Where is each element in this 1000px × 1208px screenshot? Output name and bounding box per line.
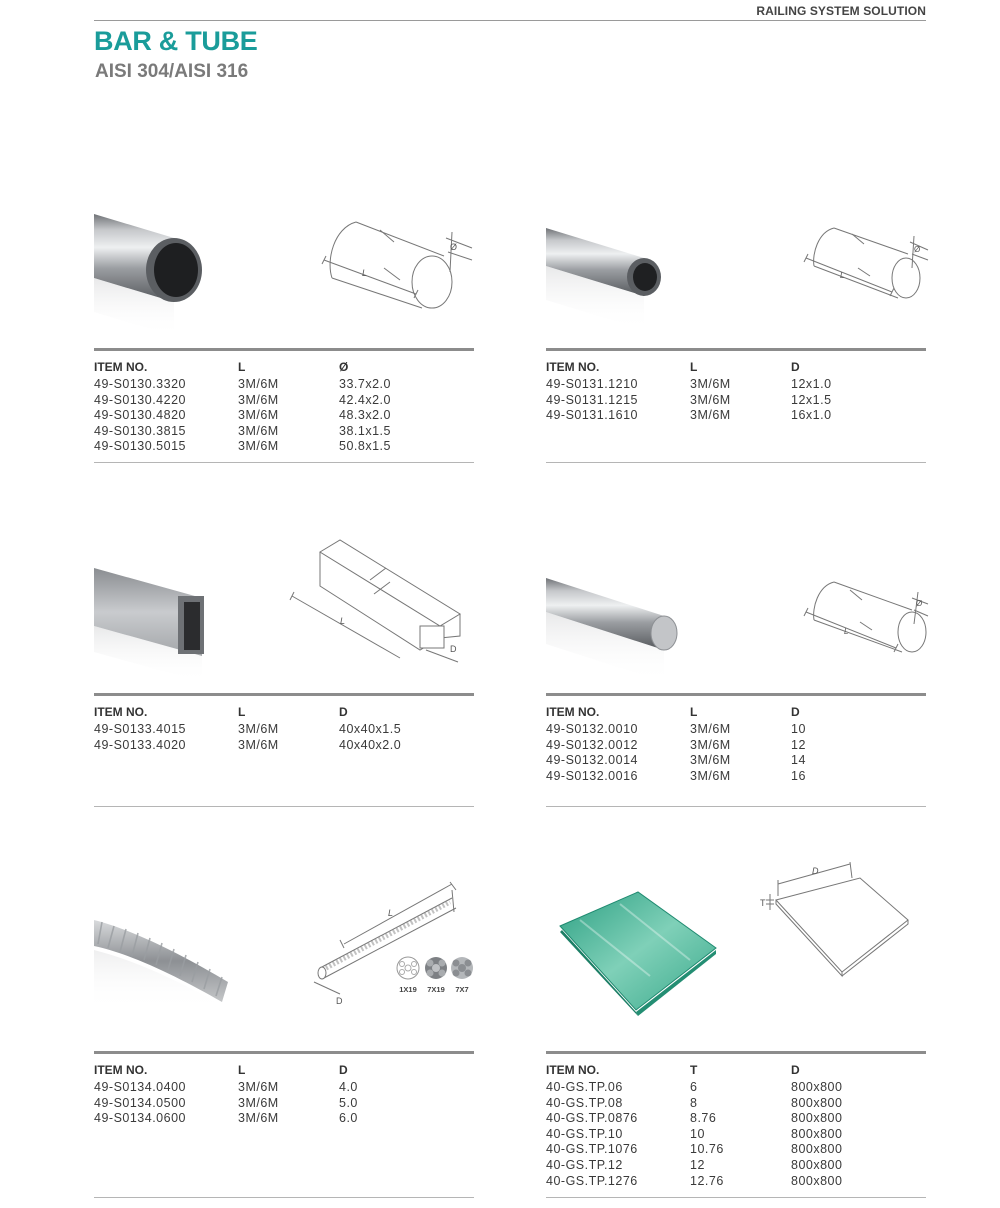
table-row <box>94 439 474 455</box>
cell-length: 3M/6M <box>238 439 279 454</box>
cell-dimension: 800x800 <box>791 1142 843 1157</box>
cell-length: 3M/6M <box>690 392 731 407</box>
table-row <box>546 1174 926 1190</box>
cell-item-no: 40-GS.TP.1276 <box>546 1173 638 1188</box>
strand-7x19-icon <box>425 957 447 979</box>
cell-item-no: 49-S0132.0016 <box>546 768 638 783</box>
spec-table-bottom-rule <box>94 462 474 463</box>
cell-item-no: 49-S0130.5015 <box>94 439 186 454</box>
table-row <box>546 393 926 409</box>
drawing-thickness-label: T <box>760 898 766 908</box>
cell-length: 3M/6M <box>238 408 279 423</box>
cell-item-no: 49-S0130.4820 <box>94 408 186 423</box>
drawing-length-label: L <box>844 627 849 636</box>
table-row <box>94 1080 474 1096</box>
col-header-diameter: D <box>339 1063 348 1077</box>
cell-item-no: 40-GS.TP.08 <box>546 1095 623 1110</box>
drawing-depth-label: D <box>450 644 457 654</box>
table-row <box>94 738 474 754</box>
cell-length: 8 <box>690 1095 698 1110</box>
table-row <box>546 1111 926 1127</box>
cell-item-no: 49-S0132.0014 <box>546 753 638 768</box>
strand-7x19-label: 7X19 <box>427 985 445 994</box>
cell-length: 10 <box>690 1126 705 1141</box>
table-row <box>94 722 474 738</box>
glass-panel-drawing <box>762 862 912 974</box>
col-header-length: L <box>690 705 698 719</box>
col-header-length: L <box>690 360 698 374</box>
spec-table-header <box>94 351 474 377</box>
col-header-length: L <box>238 1063 246 1077</box>
cell-length: 3M/6M <box>238 423 279 438</box>
col-header-item-no: ITEM NO. <box>94 705 148 719</box>
cell-dimension: 14 <box>791 753 806 768</box>
cell-dimension: 800x800 <box>791 1111 843 1126</box>
spec-table-bottom-rule <box>94 806 474 807</box>
drawing-length-label: L <box>840 271 845 280</box>
cell-item-no: 49-S0132.0010 <box>546 722 638 736</box>
col-header-item-no: ITEM NO. <box>546 705 600 719</box>
wire-rope-photo <box>94 910 234 1010</box>
product-round-tube-large <box>94 200 474 465</box>
cell-length: 3M/6M <box>690 737 731 752</box>
cell-length: 3M/6M <box>690 768 731 783</box>
cell-length: 3M/6M <box>238 1111 279 1126</box>
table-row <box>94 1096 474 1112</box>
table-row <box>546 377 926 393</box>
product-wire-rope <box>94 880 474 1200</box>
strand-1x19-icon <box>397 957 419 979</box>
cell-dimension: 800x800 <box>791 1126 843 1141</box>
cell-item-no: 49-S0134.0500 <box>94 1095 186 1110</box>
spec-table-bottom-rule <box>546 1197 926 1198</box>
cell-dimension: 38.1x1.5 <box>339 423 391 438</box>
cell-item-no: 40-GS.TP.06 <box>546 1080 623 1094</box>
table-row <box>94 1111 474 1127</box>
cell-dimension: 40x40x2.0 <box>339 737 402 752</box>
product-tempered-glass <box>546 860 926 1200</box>
cell-length: 10.76 <box>690 1142 724 1157</box>
cell-dimension: 800x800 <box>791 1173 843 1188</box>
col-header-length: L <box>238 705 246 719</box>
cell-dimension: 800x800 <box>791 1157 843 1172</box>
cell-dimension: 16 <box>791 768 806 783</box>
cell-dimension: 12x1.0 <box>791 377 832 391</box>
table-row <box>94 377 474 393</box>
table-row <box>546 1096 926 1112</box>
cell-item-no: 49-S0133.4020 <box>94 737 186 752</box>
table-row <box>546 722 926 738</box>
cell-item-no: 49-S0130.3815 <box>94 423 186 438</box>
product-square-tube <box>94 536 474 810</box>
col-header-item-no: ITEM NO. <box>546 1063 600 1077</box>
cell-item-no: 40-GS.TP.12 <box>546 1157 623 1172</box>
spec-table <box>94 348 474 455</box>
cell-dimension: 12x1.5 <box>791 392 832 407</box>
page-title: BAR & TUBE <box>94 26 258 56</box>
cell-dimension: 42.4x2.0 <box>339 392 391 407</box>
spec-table-header <box>546 351 926 377</box>
spec-table-bottom-rule <box>546 462 926 463</box>
cell-length: 3M/6M <box>690 377 731 391</box>
cell-item-no: 49-S0133.4015 <box>94 722 186 736</box>
col-header-dimension: D <box>791 1063 800 1077</box>
cell-length: 3M/6M <box>238 377 279 391</box>
cell-item-no: 49-S0132.0012 <box>546 737 638 752</box>
header-tagline: RAILING SYSTEM SOLUTION <box>756 4 926 18</box>
cell-dimension: 4.0 <box>339 1080 358 1094</box>
cell-item-no: 49-S0131.1210 <box>546 377 638 391</box>
spec-table-header <box>94 1054 474 1080</box>
col-header-item-no: ITEM NO. <box>94 1063 148 1077</box>
spec-table-bottom-rule <box>94 1197 474 1198</box>
spec-table-header <box>546 696 926 722</box>
col-header-diameter: D <box>791 705 800 719</box>
cell-dimension: 48.3x2.0 <box>339 408 391 423</box>
cell-length: 6 <box>690 1080 698 1094</box>
cell-dimension: 16x1.0 <box>791 408 832 423</box>
col-header-length: L <box>238 360 246 374</box>
col-header-thickness: T <box>690 1063 698 1077</box>
small-tube-drawing <box>804 222 928 302</box>
small-tube-photo <box>546 220 670 330</box>
table-row <box>546 1127 926 1143</box>
cell-item-no: 49-S0130.3320 <box>94 377 186 391</box>
col-header-dimension: D <box>339 705 348 719</box>
spec-table <box>546 348 926 424</box>
table-row <box>546 1158 926 1174</box>
cell-dimension: 10 <box>791 722 806 736</box>
table-row <box>546 1080 926 1096</box>
cell-item-no: 49-S0131.1215 <box>546 392 638 407</box>
drawing-depth-label: D <box>812 866 819 876</box>
col-header-item-no: ITEM NO. <box>546 360 600 374</box>
cell-length: 3M/6M <box>690 722 731 736</box>
drawing-diameter-label: Ø <box>914 245 921 254</box>
drawing-length-label: L <box>340 616 346 626</box>
header-rule <box>94 20 926 21</box>
drawing-length-label: L <box>388 908 394 918</box>
cell-dimension: 800x800 <box>791 1080 843 1094</box>
cell-dimension: 6.0 <box>339 1111 358 1126</box>
cell-item-no: 49-S0134.0600 <box>94 1111 186 1126</box>
col-header-item-no: ITEM NO. <box>94 360 148 374</box>
page-subtitle: AISI 304/AISI 316 <box>95 61 249 82</box>
cell-dimension: 5.0 <box>339 1095 358 1110</box>
cell-length: 3M/6M <box>238 722 279 736</box>
cell-dimension: 40x40x1.5 <box>339 722 402 736</box>
glass-panel-photo <box>560 890 720 1016</box>
cell-length: 8.76 <box>690 1111 717 1126</box>
cell-item-no: 49-S0134.0400 <box>94 1080 186 1094</box>
drawing-length-label: L <box>362 268 368 278</box>
spec-table-header <box>94 696 474 722</box>
cell-length: 12.76 <box>690 1173 724 1188</box>
cell-length: 3M/6M <box>238 1095 279 1110</box>
cell-dimension: 50.8x1.5 <box>339 439 391 454</box>
drawing-diameter-label: Ø <box>450 242 458 252</box>
spec-table <box>94 1051 474 1127</box>
spec-table-header <box>546 1054 926 1080</box>
solid-bar-drawing <box>804 580 928 662</box>
solid-bar-photo <box>546 572 680 682</box>
cell-length: 3M/6M <box>238 737 279 752</box>
cell-item-no: 49-S0130.4220 <box>94 392 186 407</box>
drawing-diameter-label: D <box>336 996 343 1006</box>
table-row <box>94 393 474 409</box>
strand-7x7-icon <box>451 957 473 979</box>
cell-length: 3M/6M <box>690 408 731 423</box>
table-row <box>546 408 926 424</box>
col-header-diameter: Ø <box>339 360 349 374</box>
col-header-diameter: D <box>791 360 800 374</box>
table-row <box>546 1142 926 1158</box>
wire-rope-drawing <box>304 882 474 1008</box>
square-tube-drawing <box>290 538 474 662</box>
table-row <box>546 769 926 785</box>
cell-length: 3M/6M <box>238 392 279 407</box>
spec-table <box>94 693 474 753</box>
product-solid-round-bar <box>546 536 926 810</box>
round-tube-drawing <box>322 208 474 310</box>
strand-1x19-label: 1X19 <box>399 985 417 994</box>
table-row <box>94 408 474 424</box>
cell-length: 3M/6M <box>690 753 731 768</box>
cell-dimension: 33.7x2.0 <box>339 377 391 391</box>
spec-table <box>546 693 926 784</box>
table-row <box>546 753 926 769</box>
strand-7x7-label: 7X7 <box>455 985 469 994</box>
cell-item-no: 40-GS.TP.0876 <box>546 1111 638 1126</box>
cell-dimension: 800x800 <box>791 1095 843 1110</box>
cell-item-no: 40-GS.TP.10 <box>546 1126 623 1141</box>
cell-item-no: 49-S0131.1610 <box>546 408 638 423</box>
table-row <box>94 424 474 440</box>
spec-table <box>546 1051 926 1189</box>
drawing-diameter-label: Ø <box>916 599 923 608</box>
table-row <box>546 738 926 754</box>
product-round-tube-small <box>546 200 926 465</box>
cell-length: 12 <box>690 1157 705 1172</box>
cell-length: 3M/6M <box>238 1080 279 1094</box>
cell-dimension: 12 <box>791 737 806 752</box>
cell-item-no: 40-GS.TP.1076 <box>546 1142 638 1157</box>
square-tube-photo <box>94 562 214 682</box>
round-tube-photo <box>94 206 224 336</box>
spec-table-bottom-rule <box>546 806 926 807</box>
